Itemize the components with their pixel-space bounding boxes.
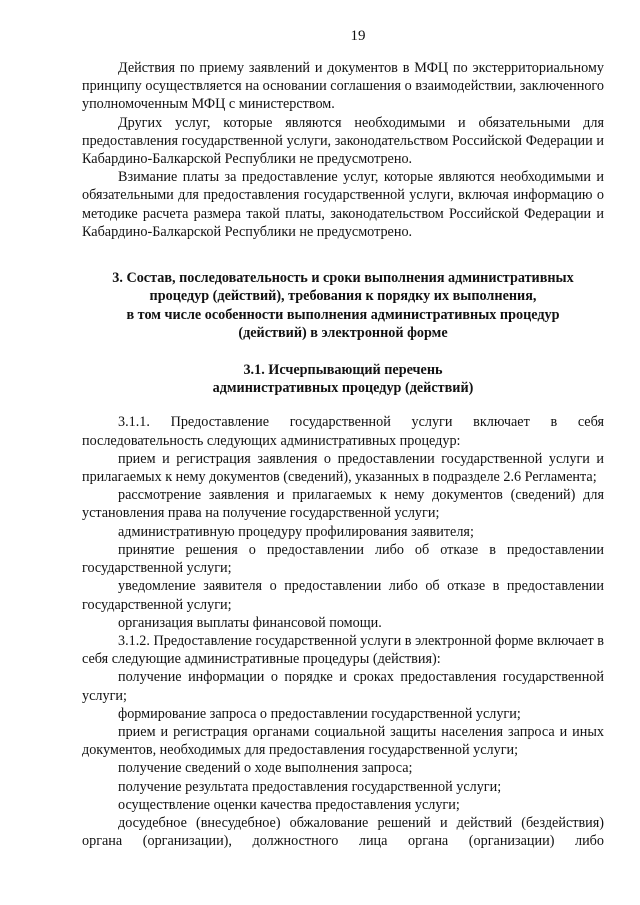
intro-paragraphs [82,59,604,241]
page-number: 19 [350,28,366,44]
list-item: получение информации о порядке и сроках предоставления государственной услуги; [82,669,604,704]
list-item: прием и регистрация органами социальной защиты населения запроса и иных документов, необходимых для предоставления государственной услуги; [82,723,604,759]
section-heading-line: 3. Состав, последовательность и сроки выполнения административных [112,270,574,287]
list-item: рассмотрение заявления и прилагаемых к нему документов (сведений) для установления права на получение государственной услуги; [82,487,604,522]
list-item: административную процедуру профилирования заявителя; [118,523,474,540]
list-item: получение результата предоставления государственной услуги; [118,778,502,795]
section-heading [82,269,604,343]
list-item: прием и регистрация заявления о предоставлении государственной услуги и прилагаемых к нему документов (сведений), указанных в подразделе 2.6 Регламента; [82,450,604,486]
section-heading-line: в том числе особенности выполнения административных процедур [126,306,560,323]
section-heading-line: (действий) в электронной форме [238,325,448,342]
list-item: организация выплаты финансовой помощи. [118,614,382,631]
paragraph: Других услуг, которые являются необходимыми и обязательными для предоставления государственной услуги, законодательством Российской Федерации и Кабардино-Балкарской Республики не предусмотрено. [82,114,604,168]
paragraph: Взимание платы за предоставление услуг, которые являются необходимыми и обязательными для предоставления государственной услуги, включая информацию о методике расчета размера такой платы, законодательством Российской Федерации и Кабардино-Балкарской Республики не предусмотрено. [82,169,604,240]
subsection-heading [82,361,604,398]
subsection-heading-line: административных процедур (действий) [212,380,474,397]
list-item: формирование запроса о предоставлении государственной услуги; [118,705,521,722]
list-item: досудебное (внесудебное) обжалование решений и действий (бездействия) органа (организации), должностного лица органа (организации) либо [82,814,604,850]
section-heading-line: процедур (действий), требования к порядку их выполнения, [149,288,537,305]
procedures-list-1 [82,413,604,631]
paragraph: Действия по приему заявлений и документов в МФЦ по экстерриториальному принципу осуществляется на основании соглашения о взаимодействии, заключенного уполномоченным МФЦ с министерством. [82,60,604,113]
paragraph: 3.1.1. Предоставление государственной услуги включает в себя последовательность следующих административных процедур: [82,414,604,449]
subsection-heading-line: 3.1. Исчерпывающий перечень [243,361,443,378]
paragraph: 3.1.2. Предоставление государственной услуги в электронной форме включает в себя следующие административные процедуры (действия): [82,632,604,668]
list-item: получение сведений о ходе выполнения запроса; [118,760,413,777]
list-item: принятие решения о предоставлении либо об отказе в предоставлении государственной услуги; [82,541,604,577]
procedures-list-2 [82,632,604,850]
list-item: уведомление заявителя о предоставлении либо об отказе в предоставлении государственной услуги; [82,578,604,613]
list-item: осуществление оценки качества предоставления услуги; [118,796,460,813]
